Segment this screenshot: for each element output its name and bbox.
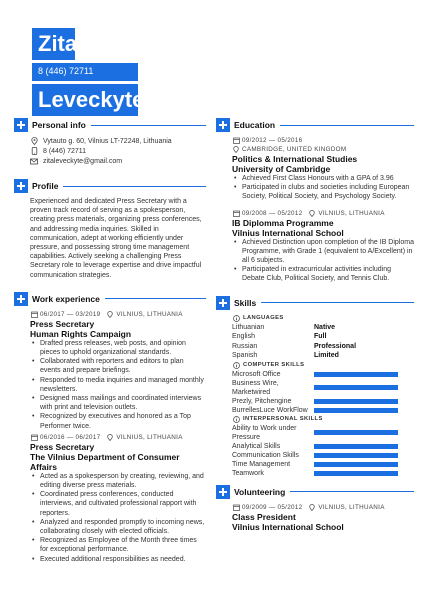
list-item: • Coordinated press conferences, conducted interviews, and cultivated professional rapport with reporters. — [30, 490, 206, 518]
education-entry — [232, 136, 414, 202]
degree-title: Politics & International Studies — [232, 154, 358, 164]
skill-group-label: LANGUAGES — [243, 315, 284, 322]
skill-level-fill — [314, 385, 398, 390]
skill-name: BurrellesLuce WorkFlow — [232, 406, 308, 414]
skill-level-fill — [314, 408, 398, 413]
info-circle-icon — [232, 415, 240, 423]
section-header-education — [216, 118, 414, 132]
section-header-personal-info — [14, 118, 206, 132]
plus-icon — [14, 179, 28, 193]
section-title: Volunteering — [234, 486, 286, 497]
skill-level-fill — [314, 430, 398, 435]
volunteering-dates: 09/2009 — 05/2012 — [242, 503, 303, 511]
section-title: Profile — [32, 181, 59, 191]
volunteering-location: VILNIUS, LITHUANIA — [318, 503, 385, 511]
education-location: CAMBRIDGE, UNITED KINGDOM — [242, 146, 347, 153]
skill-level-fill — [314, 462, 398, 467]
address-row — [30, 136, 206, 146]
skill-group-label: INTERPERSONAL SKILLS — [243, 416, 323, 423]
list-item: • Designed mass mailings and coordinated interviews with print and television outlets. — [30, 394, 206, 412]
skill-name: Teamwork — [232, 469, 264, 477]
envelope-icon — [30, 157, 38, 165]
interpersonal-skills-list — [232, 424, 414, 478]
skill-row — [232, 406, 414, 415]
list-item: • Recognized as Employee of the Month three times for exceptional performance. — [30, 536, 206, 554]
section-header-skills — [216, 296, 414, 310]
first-name: Zita — [32, 28, 75, 60]
calendar-icon — [232, 209, 240, 217]
job-meta — [30, 433, 206, 442]
location-pin-icon — [232, 146, 240, 154]
section-title: Education — [234, 120, 276, 130]
info-circle-icon — [232, 314, 240, 322]
skills-block — [232, 314, 414, 478]
language-row — [232, 332, 414, 342]
job-meta — [30, 310, 206, 319]
education-dates: 09/2012 — 05/2016 — [242, 137, 303, 144]
education-bullets — [232, 238, 414, 284]
list-item: • Drafted press releases, web posts, and opinion pieces to uphold organizational standards. — [30, 339, 206, 357]
language-name: English — [232, 333, 255, 341]
section-divider — [290, 491, 414, 492]
list-item: • Acted as a spokesperson by creating, reviewing, and editing diverse press materials. — [30, 472, 206, 490]
language-level: Professional — [314, 342, 357, 350]
skill-level-bar — [314, 453, 398, 458]
job-bullets — [30, 472, 206, 564]
skill-level-bar — [314, 385, 398, 390]
list-item: • Responded to media inquiries and managed monthly newsletters. — [30, 376, 206, 394]
skill-level-fill — [314, 399, 398, 404]
calendar-icon — [232, 137, 240, 145]
skill-level-fill — [314, 471, 398, 476]
last-name: Leveckyte — [32, 84, 138, 116]
job-dates: 06/2016 — 06/2017 — [40, 433, 101, 441]
list-item: • Participated in extracurricular activities including Debate Club, Political Society, and Tennis Club. — [232, 265, 414, 283]
language-name: Spanish — [232, 352, 258, 360]
skill-row — [232, 460, 414, 469]
skill-level-fill — [314, 453, 398, 458]
computer-skills-list — [232, 370, 414, 415]
profile-text: Experienced and dedicated Press Secretary with a proven track record of serving as a spokesperson, creating press materials, organizing press conferences, and addressing media inquiries. Skilled in communication, adept at working efficiently under pressure, and possessing strong time management capabilities. Actively seeking a challenging Press Secretary role to leverage expertise and drive impactful communication strategies. — [30, 198, 202, 279]
skill-level-bar — [314, 372, 398, 377]
email-link[interactable]: zitaleveckyte@gmail.com — [43, 157, 123, 165]
plus-icon — [216, 118, 230, 132]
skill-row — [232, 442, 414, 451]
location-pin-icon — [106, 310, 114, 318]
school-name: University of Cambridge — [232, 164, 331, 174]
phone-icon — [30, 147, 38, 155]
job-bullets — [30, 339, 206, 431]
education-meta — [232, 209, 414, 218]
computer-skills-heading — [232, 361, 414, 370]
education-location-row — [232, 145, 414, 154]
education-bullets — [232, 174, 414, 202]
skill-level-bar — [314, 462, 398, 467]
volunteering-organization: Vilnius International School — [232, 521, 344, 532]
header-phone: 8 (446) 72711 — [32, 63, 138, 81]
contact-info — [30, 136, 206, 166]
skill-level-bar — [314, 430, 398, 435]
list-item: • Analyzed and responded promptly to incoming news, collaborating closely with elected officials. — [30, 518, 206, 536]
education-dates: 09/2008 — 05/2012 — [242, 209, 303, 217]
calendar-icon — [232, 503, 240, 511]
section-title: Work experience — [32, 293, 100, 304]
skill-row — [232, 379, 414, 397]
name-header — [32, 28, 145, 119]
education-entry — [232, 209, 414, 284]
list-item: • Achieved First Class Honours with a GPA of 3.96 — [232, 174, 414, 183]
language-level: Limited — [314, 352, 339, 360]
job-title: Press Secretary — [30, 441, 95, 452]
job-entry — [30, 433, 206, 564]
skill-name: Business Wire, Marketwired — [232, 379, 279, 396]
school-name: Vilnius International School — [232, 227, 344, 238]
skill-level-bar — [314, 408, 398, 413]
location-pin-icon — [106, 433, 114, 441]
phone-text: 8 (446) 72711 — [43, 147, 87, 155]
job-organization: The Vilnius Department of Consumer Affairs — [30, 451, 180, 472]
skill-row — [232, 469, 414, 478]
section-header-work-experience — [14, 292, 206, 306]
volunteering-entry — [232, 503, 414, 532]
section-divider — [105, 298, 206, 299]
education-meta — [232, 136, 414, 145]
plus-icon — [216, 296, 230, 310]
calendar-icon — [30, 433, 38, 441]
education-location: VILNIUS, LITHUANIA — [318, 209, 385, 217]
skill-level-bar — [314, 399, 398, 404]
list-item: • Participated in clubs and societies including European Society, Political Society, and Psychology Society. — [232, 183, 414, 201]
section-header-volunteering — [216, 485, 414, 499]
volunteering-meta — [232, 503, 414, 512]
section-title: Personal info — [32, 120, 86, 130]
plus-icon — [216, 485, 230, 499]
languages-heading — [232, 314, 414, 323]
section-header-profile — [14, 179, 206, 193]
section-divider — [261, 302, 414, 303]
language-name: Lithuanian — [232, 323, 265, 331]
list-item: • Executed additional responsibilities as needed. — [30, 555, 206, 564]
info-circle-icon — [232, 361, 240, 369]
email-row[interactable] — [30, 156, 206, 166]
skill-level-fill — [314, 372, 398, 377]
skill-row — [232, 451, 414, 460]
job-title: Press Secretary — [30, 318, 95, 329]
skill-name: Time Management — [232, 460, 291, 468]
list-item: • Achieved Distinction upon completion of the IB Diploma Programme, with Grade 1 (equivalent to A/Excellent) in all 6 subjects. — [232, 238, 414, 266]
list-item: • Recognized by executives and honored as a Top Performer twice. — [30, 412, 206, 430]
address-text: Vytauto g. 60, Vilnius LT-72248, Lithuania — [43, 137, 172, 145]
section-divider — [63, 186, 206, 187]
job-entry — [30, 310, 206, 431]
skill-group-label: COMPUTER SKILLS — [243, 362, 305, 369]
plus-icon — [14, 292, 28, 306]
skill-name: Analytical Skills — [232, 442, 281, 450]
language-row — [232, 342, 414, 352]
skill-name: Communication Skills — [232, 451, 299, 459]
list-item: • Collaborated with reporters and editors to plan events and prepare briefings. — [30, 357, 206, 375]
language-row — [232, 351, 414, 361]
skill-row — [232, 424, 414, 442]
right-column — [216, 118, 414, 532]
job-organization: Human Rights Campaign — [30, 328, 132, 339]
skill-level-fill — [314, 444, 398, 449]
phone-row — [30, 146, 206, 156]
skill-name: Ability to Work under Pressure — [232, 424, 297, 441]
skill-name: Prezly, Pitchengine — [232, 397, 292, 405]
location-pin-icon — [308, 209, 316, 217]
language-level: Full — [314, 333, 327, 341]
section-title: Skills — [234, 297, 257, 308]
location-pin-icon — [30, 137, 38, 145]
skill-level-bar — [314, 471, 398, 476]
left-column — [14, 118, 206, 564]
language-row — [232, 323, 414, 333]
location-pin-icon — [308, 503, 316, 511]
skill-name: Microsoft Office — [232, 370, 281, 378]
skill-row — [232, 397, 414, 406]
job-location: VILNIUS, LITHUANIA — [116, 433, 183, 441]
language-level: Native — [314, 323, 336, 331]
section-divider — [280, 125, 414, 126]
skill-level-bar — [314, 444, 398, 449]
degree-title: IB Diplomma Programme — [232, 217, 334, 228]
skill-row — [232, 370, 414, 379]
language-name: Russian — [232, 342, 258, 350]
volunteering-role: Class President — [232, 511, 296, 522]
job-dates: 06/2017 — 03/2019 — [40, 310, 101, 318]
interpersonal-skills-heading — [232, 415, 414, 424]
plus-icon — [14, 118, 28, 132]
job-location: VILNIUS, LITHUANIA — [116, 310, 183, 318]
section-divider — [91, 125, 206, 126]
calendar-icon — [30, 310, 38, 318]
